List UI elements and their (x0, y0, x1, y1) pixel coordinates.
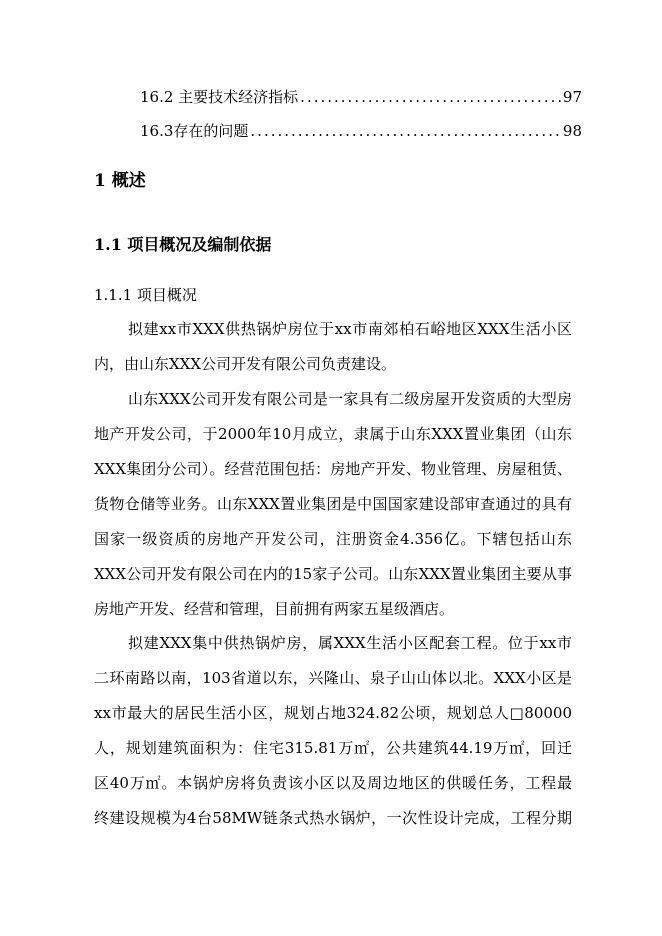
toc-entry[interactable] (140, 85, 582, 109)
paragraph-line: XXX集团分公司）。经营范围包括：房地产开发、物业管理、房屋租赁、 (94, 460, 572, 478)
toc-entry-page: 97 (562, 88, 582, 106)
chapter-heading: 1 概述 (94, 171, 146, 191)
paragraph-line: 拟建XXX集中供热锅炉房，属XXX生活小区配套工程。位于xx市 (128, 634, 572, 652)
toc-entry-page: 98 (562, 122, 582, 140)
body-paragraph (94, 382, 572, 627)
paragraph-line: 内，由山东XXX公司开发有限公司负责建设。 (94, 355, 397, 373)
paragraph-line: 国家一级资质的房地产开发公司，注册资金4.356亿。下辖包括山东 (94, 530, 572, 548)
toc-entry[interactable] (140, 119, 582, 143)
paragraph-line: XXX公司开发有限公司在内的15家子公司。山东XXX置业集团主要从事 (94, 565, 572, 583)
body-paragraph (94, 312, 572, 382)
paragraph-line: 货物仓储等业务。山东XXX置业集团是中国国家建设部审查通过的具有 (94, 495, 572, 513)
toc-entry-title: 16.3存在的问题 (140, 122, 249, 140)
paragraph-line: 二环南路以南，103省道以东，兴隆山、泉子山山体以北。XXX小区是 (94, 669, 572, 687)
body-paragraph (94, 626, 572, 836)
paragraph-line: 山东XXX公司开发有限公司是一家具有二级房屋开发资质的大型房 (128, 390, 572, 408)
toc-entry-title: 16.2 主要技术经济指标 (140, 88, 299, 106)
toc-leader-dots (250, 119, 561, 143)
paragraph-line: 区40万㎡。本锅炉房将负责该小区以及周边地区的供暖任务，工程最 (94, 774, 572, 792)
section-heading: 1.1 项目概况及编制依据 (94, 235, 272, 254)
paragraph-line: 拟建xx市XXX供热锅炉房位于xx市南郊柏石峪地区XXX生活小区 (128, 320, 572, 338)
paragraph-line: xx市最大的居民生活小区，规划占地324.82公顷，规划总人□80000 (94, 704, 572, 722)
toc-leader-dots (300, 85, 561, 109)
paragraph-line: 地产开发公司，于2000年10月成立，隶属于山东XXX置业集团（山东 (94, 425, 572, 443)
paragraph-line: 人，规划建筑面积为：住宅315.81万㎡，公共建筑44.19万㎡，回迁 (94, 739, 572, 757)
paragraph-line: 终建设规模为4台58MW链条式热水锅炉，一次性设计完成，工程分期 (94, 809, 572, 827)
subsection-heading: 1.1.1 项目概况 (94, 286, 197, 304)
paragraph-line: 房地产开发、经营和管理，目前拥有两家五星级酒店。 (94, 600, 455, 618)
